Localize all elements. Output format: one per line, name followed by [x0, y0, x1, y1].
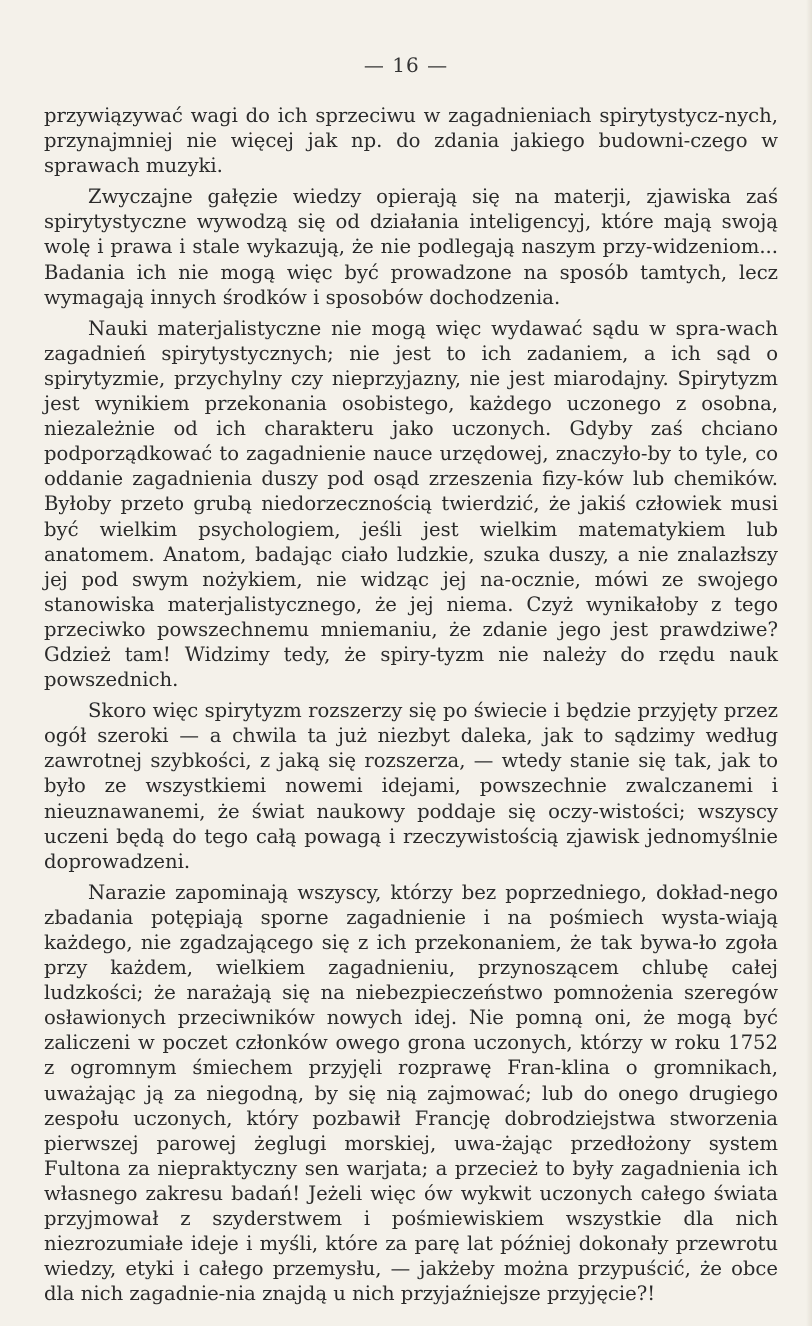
page-edge-shadow: [806, 0, 812, 1326]
paragraph: Zwyczajne gałęzie wiedzy opierają się na materji, zjawiska zaś spirytystyczne wywodzą się od działania inteligencyj, które mają swoją wolę i prawa i stale wykazują, że nie podlegają naszym przy-widzeniom... Badania ich nie mogą więc być prowadzone na sposób tamtych, lecz wymagają innych środków i sposobów dochodzenia.: [44, 185, 778, 309]
paragraph: Narazie zapominają wszyscy, którzy bez poprzedniego, dokład-nego zbadania potępiają sporne zagadnienie i na pośmiech wysta-wiają każdego, nie zgadzającego się z ich przekonaniem, że tak bywa-ło zgoła przy każdem, wielkiem zagadnieniu, przynoszącem chlubę całej ludzkości; że narażają się na niebezpieczeństwo pomnożenia szeregów osławionych przeciwników nowych idej. Nie pomną oni, że mogą być zaliczeni w poczet członków owego grona uczonych, którzy w roku 1752 z ogromnym śmiechem przyjęli rozprawę Fran-klina o gromnikach, uważając ją za niegodną, by się nią zajmować; lub do onego drugiego zespołu uczonych, który pozbawił Francję dobrodziejstwa stworzenia pierwszej parowej żeglugi morskiej, uwa-żając przedłożony system Fultona za niepraktyczny sen warjata; a przecież to były zagadnienia ich własnego zakresu badań! Jeżeli więc ów wykwit uczonych całego świata przyjmował z szyderstwem i pośmiewiskiem wszystkie dla nich niezrozumiałe ideje i myśli, które za parę lat później dokonały przewrotu wiedzy, etyki i całego przemysłu, — jakżeby można przypuścić, że obce dla nich zagadnie-nia znajdą u nich przyjaźniejsze przyjęcie?!: [44, 880, 778, 1306]
paragraph: Nauki materjalistyczne nie mogą więc wydawać sądu w spra-wach zagadnień spirytystycznych; nie jest to ich zadaniem, a ich sąd o spirytyzmie, przychylny czy nieprzyjazny, nie jest miarodajny. Spirytyzm jest wynikiem przekonania osobistego, każdego uczonego z osobna, niezależnie od ich charakteru jako uczonych. Gdyby zaś chciano podporządkować to zagadnienie nauce urzędowej, znaczyło-by to tyle, co oddanie zagadnienia duszy pod osąd zrzeszenia fizy-ków lub chemików. Byłoby przeto grubą niedorzecznością twierdzić, że jakiś człowiek musi być wielkim psychologiem, jeśli jest wielkim matematykiem lub anatomem. Anatom, badając ciało ludzkie, szuka duszy, a nie znalazłszy jej pod swym nożykiem, nie widząc jej na-ocznie, mówi ze swojego stanowiska materjalistycznego, że jej niema. Czyż wynikałoby z tego przeciwko powszechnemu mniemaniu, że zdanie jego jest prawdziwe? Gdzież tam! Widzimy tedy, że spiry-tyzm nie należy do rzędu nauk powszednich.: [44, 316, 778, 692]
page-number: — 16 —: [363, 53, 449, 77]
paragraph-continuation: przywiązywać wagi do ich sprzeciwu w zagadnieniach spirytystycz-nych, przynajmniej nie więcej jak np. do zdania jakiego budowni-czego w sprawach muzyki.: [44, 104, 778, 178]
body-text: [44, 103, 778, 1312]
paragraph: Skoro więc spirytyzm rozszerzy się po świecie i będzie przyjęty przez ogół szeroki — a chwila ta już niezbyt daleka, jak to sądzimy według zawrotnej szybkości, z jaką się rozszerza, — wtedy stanie się tak, jak to było ze wszystkiemi nowemi idejami, powszechnie zwalczanemi i nieuznawanemi, że świat naukowy poddaje się oczy-wistości; wszyscy uczeni będą do tego całą powagą i rzeczywistością zjawisk jednomyślnie doprowadzeni.: [44, 699, 778, 873]
